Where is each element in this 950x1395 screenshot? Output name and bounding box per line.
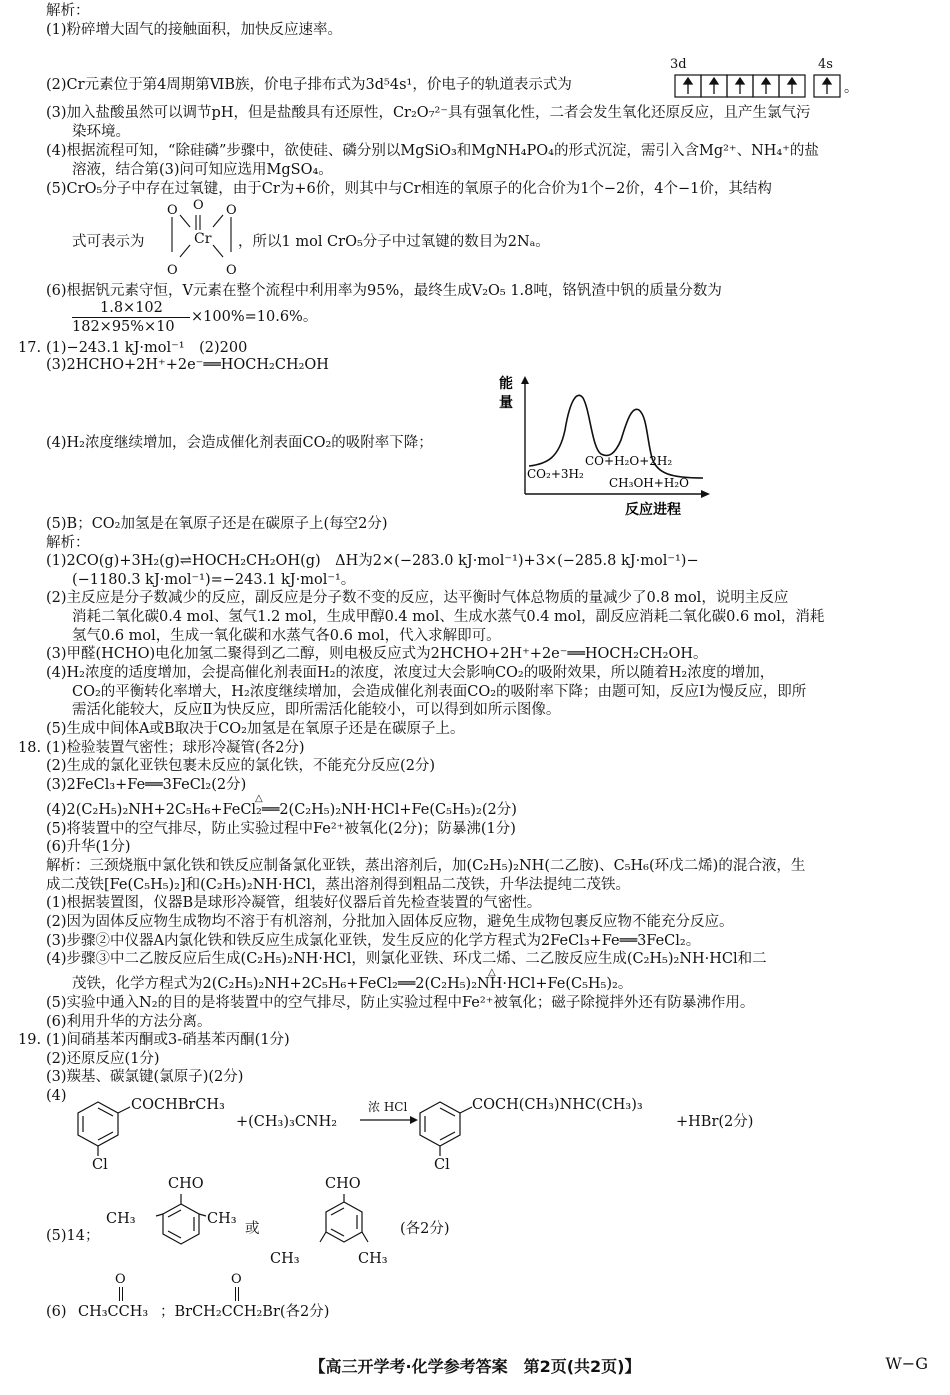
q16-p5b-post: ，所以1 mol CrO₅分子中过氧键的数目为2Nₐ。 <box>238 234 550 250</box>
q17-a4: (4)H₂浓度继续增加，会造成催化剂表面CO₂的吸附率下降； <box>46 435 433 451</box>
ketone2-formula: ；BrCH₂CCH₂Br(各2分) <box>160 1304 330 1320</box>
q18-e4b: 茂铁，化学方程式为2(C₂H₅)₂NH+2C₅H₆+FeCl₂══2(C₂H₅)₂NH·HCl+Fe(C₅H₅)₂。 <box>72 976 633 992</box>
amine-reagent: +(CH₃)₃CNH₂ <box>236 1114 338 1130</box>
q18-e5: (5)实验中通入N₂的目的是将装置中的空气排尽，防止实验过程中Fe²⁺被氧化；磁子除搅拌外还有防暴沸作用。 <box>46 995 755 1011</box>
reaction-arrow <box>358 1114 420 1126</box>
q18-a3: (3)2FeCl₃+Fe══3FeCl₂(2分) <box>46 777 247 793</box>
q16-p2: (2)Cr元素位于第4周期第ⅥB族，价电子排布式为3d⁵4s¹，价电子的轨道表示式为 <box>46 77 572 93</box>
frac-numerator: 1.8×102 <box>100 300 163 316</box>
q19-a2: (2)还原反应(1分) <box>46 1051 160 1067</box>
product-substituent: COCH(CH₃)NHC(CH₃)₃ <box>472 1097 643 1113</box>
q16-p1: (1)粉碎增大固气的接触面积，加快反应速率。 <box>46 22 343 38</box>
paper-code: W−G <box>885 1354 928 1373</box>
q18-a1: (1)检验装置气密性；球形冷凝管(各2分) <box>46 740 305 756</box>
q18-e4a: (4)步骤③中二乙胺反应后生成(C₂H₅)₂NH·HCl，则氯化亚铁、环戊二烯、二乙胺反应生成(C₂H₅)₂NH·HCl和二 <box>46 951 767 967</box>
q18-analysis-a: 解析：三颈烧瓶中氯化铁和铁反应制备氯化亚铁，蒸出溶剂后，加(C₂H₅)₂NH(二乙胺)、C₅H₆(环戊二烯)的混合液，生 <box>46 858 806 874</box>
q18-analysis-b: 成二茂铁[Fe(C₅H₅)₂]和(C₂H₅)₂NH·HCl，蒸出溶剂得到粗品二茂铁，升华法提纯二茂铁。 <box>46 877 630 893</box>
q19-a4: (4) <box>46 1088 67 1104</box>
ketone1-oxygen: O <box>115 1272 126 1287</box>
q18-a6: (6)升华(1分) <box>46 839 131 855</box>
q17-number: 17. <box>18 340 42 356</box>
reactant-substituent: COCHBrCH₃ <box>131 1097 225 1113</box>
ketone1-formula: CH₃CCH₃ <box>78 1304 149 1320</box>
isomer2-ch3-left: CH₃ <box>270 1251 300 1267</box>
svg-text:。: 。 <box>844 80 858 96</box>
isomer2-cho: CHO <box>325 1176 361 1192</box>
q17-a5: (5)B；CO₂加氢是在氧原子还是在碳原子上(每空2分) <box>46 516 388 532</box>
q16-p3a: (3)加入盐酸虽然可以调节pH，但是盐酸具有还原性，Cr₂O₇²⁻具有强氧化性，二者会发生氧化还原反应，且产生氯气污 <box>46 105 811 121</box>
q19-number: 19. <box>18 1032 42 1048</box>
q16-p5a: (5)CrO₅分子中存在过氧键，由于Cr为+6价，则其中与Cr相连的氧原子的化合价为1个−2价，4个−1价，其结构 <box>46 181 772 197</box>
isomer2-ring <box>300 1192 390 1252</box>
ketone2-oxygen: O <box>231 1272 242 1287</box>
chart-state-3: CH₃OH+H₂O <box>609 476 689 490</box>
energy-profile-chart <box>497 370 717 518</box>
product-chlorine: Cl <box>434 1157 450 1173</box>
q17-e4a: (4)H₂浓度的适度增加，会提高催化剂表面H₂的浓度，浓度过大会影响CO₂的吸附效果，所以随着H₂浓度的增加， <box>46 665 775 681</box>
product-tail: +HBr(2分) <box>676 1114 754 1130</box>
isomer1-ring <box>140 1192 215 1252</box>
arrow-label: 浓 HCl <box>368 1100 408 1114</box>
q18-a2: (2)生成的氯化亚铁包裹未反应的氯化铁，不能充分反应(2分) <box>46 758 436 774</box>
isomer1-ch3-left: CH₃ <box>106 1211 136 1227</box>
chart-state-2: CO+H₂O+2H₂ <box>585 454 673 468</box>
q17-e5: (5)生成中间体A或B取决于CO₂加氢是在氧原子还是在碳原子上。 <box>46 721 465 737</box>
page-footer: 【高三开学考·化学参考答案 第2页(共2页)】 <box>309 1357 641 1376</box>
q17-e1a: (1)2CO(g)+3H₂(g)⇌HOCH₂CH₂OH(g) ΔH为2×(−283.0 kJ·mol⁻¹)+3×(−285.8 kJ·mol⁻¹)− <box>46 553 699 569</box>
isomer2-ch3-right: CH₃ <box>358 1251 388 1267</box>
chart-y-label-2: 量 <box>499 395 513 411</box>
q17-a3: (3)2HCHO+2H⁺+2e⁻══HOCH₂CH₂OH <box>46 357 329 373</box>
q19-a3: (3)羰基、碳氯键(氯原子)(2分) <box>46 1069 244 1085</box>
q16-p3b: 染环境。 <box>72 124 130 140</box>
q17-e3: (3)甲醛(HCHO)电化加氢二聚得到乙二醇，则电极反应式为2HCHO+2H⁺+2e⁻══HOCH₂CH₂OH。 <box>46 646 708 662</box>
q18-e1: (1)根据装置图，仪器B是球形冷凝管，组装好仪器后首先检查装置的气密性。 <box>46 895 542 911</box>
q18-a4: (4)2(C₂H₅)₂NH+2C₅H₆+FeCl₂══2(C₂H₅)₂NH·HCl+Fe(C₅H₅)₂(2分) <box>46 802 517 818</box>
ketone2-double-bond <box>235 1287 236 1301</box>
reactant-chlorine: Cl <box>92 1157 108 1173</box>
q18-number: 18. <box>18 740 42 756</box>
q17-e1b: (−1180.3 kJ·mol⁻¹)=−243.1 kJ·mol⁻¹。 <box>72 572 356 588</box>
ketone1-double-bond <box>119 1287 120 1301</box>
q17-e2b: 消耗二氧化碳0.4 mol、氢气1.2 mol，生成甲醇0.4 mol、生成水蒸气0.4 mol，副反应消耗二氧化碳0.6 mol，消耗 <box>72 609 825 625</box>
q16-p5b-pre: 式可表示为 <box>72 234 145 250</box>
isomer1-cho: CHO <box>168 1176 204 1192</box>
orbital-3d-label: 3d <box>670 57 687 72</box>
q18-e3: (3)步骤②中仪器A内氯化铁和铁反应生成氯化亚铁，发生反应的化学方程式为2FeCl₃+Fe══3FeCl₂。 <box>46 933 701 949</box>
q17-e2c: 氢气0.6 mol，生成一氧化碳和水蒸气各0.6 mol，代入求解即可。 <box>72 628 501 644</box>
q17-e4b: CO₂的平衡转化率增大，H₂浓度继续增加，会造成催化剂表面CO₂的吸附率下降；由题可知，反应Ⅰ为慢反应，即所 <box>72 684 807 700</box>
q18-e6: (6)利用升华的方法分离。 <box>46 1014 212 1030</box>
q16-p4b: 溶液，结合第(3)问可知应选用MgSO₄。 <box>72 162 333 178</box>
q18-e2: (2)因为固体反应物生成物均不溶于有机溶剂，分批加入固体反应物，避免生成物包裹反应物不能充分反应。 <box>46 914 734 930</box>
isomer1-ch3-right: CH₃ <box>207 1211 237 1227</box>
q16-p6a: (6)根据钒元素守恒，V元素在整个流程中利用率为95%，最终生成V₂O₅ 1.8吨，铬钒渣中钒的质量分数为 <box>46 283 722 299</box>
q19-a6-pre: (6) <box>46 1304 67 1320</box>
q19-a5-pre: (5)14； <box>46 1228 100 1244</box>
orbital-diagram <box>674 74 858 100</box>
q17-a1: (1)−243.1 kJ·mol⁻¹ (2)200 <box>46 340 248 356</box>
q19-a1: (1)间硝基苯丙酮或3-硝基苯丙酮(1分) <box>46 1032 290 1048</box>
chart-state-1: CO₂+3H₂ <box>527 467 584 481</box>
q18-a5: (5)将装置中的空气排尽，防止实验过程中Fe²⁺被氧化(2分)；防暴沸(1分) <box>46 821 516 837</box>
answer-page: 解析： (1)粉碎增大固气的接触面积，加快反应速率。 3d 4s (2)Cr元素位于第4周期第ⅥB族，价电子排布式为3d⁵4s¹，价电子的轨道表示式为 。 (3)加入盐酸虽然可以调节pH，但是盐酸具有还原性，Cr₂O₇²⁻具有强氧化性，二者会发生氧化还原反应，且产生氯气污 染环境。 (4)根据流程可知，“除硅磷”步骤中，欲使硅、磷分别以MgSiO₃和MgNH₄PO₄的形式沉淀，需引入含Mg²⁺、NH₄⁺的盐 溶液，结合第(3)问可知应选用MgSO₄。 (5)CrO₅分子中存在过氧键，由于Cr为+6价，则其中与Cr相连的氧原子的化合价为1个−2价，4个−1价，其结构 O O O Cr O O 式可表示为 ，所以1 mol CrO₅分子中过氧键的数目为2Nₐ。 (6)根据钒元素守恒，V元素在整个流程中利用率为95%，最终生成V₂O₅ 1.8吨，铬钒渣中钒的质量分数为 1.8×102 182×95%×10 ×100%=10.6%。 17. (1)−243.1 kJ·mol⁻¹ (2)200 (3)2HCHO+2H⁺+2e⁻══HOCH₂CH₂OH (4)H₂浓度继续增加，会造成催化剂表面CO₂的吸附率下降； 能 量 CO₂+3H₂ CO+H₂O+2H₂ CH₃OH+H₂O 反应进程 (5)B；CO₂加氢是在氧原子还是在碳原子上(每空2分) 解析： (1)2CO(g)+3H₂(g)⇌HOCH₂CH₂OH(g) ΔH为2×(−283.0 kJ·mol⁻¹)+3×(−285.8 kJ·mol⁻¹)− (−1180.3 kJ·mol⁻¹)=−243.1 kJ·mol⁻¹。 (2)主反应是分子数减少的反应，副反应是分子数不变的反应，达平衡时气体总物质的量减少了0.8 mol，说明主反应 消耗二氧化碳0.4 mol、氢气1.2 mol，生成甲醇0.4 mol、生成水蒸气0.4 mol，副反应消耗二氧化碳0.6 mol，消耗 氢气0.6 mol，生成一氧化碳和水蒸气各0.6 mol，代入求解即可。 (3)甲醛(HCHO)电化加氢二聚得到乙二醇，则电极反应式为2HCHO+2H⁺+2e⁻══HOCH₂CH₂OH。 (4)H₂浓度的适度增加，会提高催化剂表面H₂的浓度，浓度过大会影响CO₂的吸附效果，所以随着H₂浓度的增加， CO₂的平衡转化率增大，H₂浓度继续增加，会造成催化剂表面CO₂的吸附率下降；由题可知，反应Ⅰ为慢反应，即所 需活化能较大，反应Ⅱ为快反应，即所需活化能较小，可以得到如所示图像。 (5)生成中间体A或B取决于CO₂加氢是在氧原子还是在碳原子上。 18. (1)检验装置气密性；球形冷凝管(各2分) (2)生成的氯化亚铁包裹未反应的氯化铁，不能充分反应(2分) (3)2FeCl₃+Fe══3FeCl₂(2分) △ (4)2(C₂H₅)₂NH+2C₅H₆+FeCl₂══2(C₂H₅)₂NH·HCl+Fe(C₅H₅)₂(2分) (5)将装置中的空气排尽，防止实验过程中Fe²⁺被氧化(2分)；防暴沸(1分) (6)升华(1分) 解析：三颈烧瓶中氯化铁和铁反应制备氯化亚铁，蒸出溶剂后，加(C₂H₅)₂NH(二乙胺)、C₅H₆(环戊二烯)的混合液，生 成二茂铁[Fe(C₅H₅)₂]和(C₂H₅)₂NH·HCl，蒸出溶剂得到粗品二茂铁，升华法提纯二茂铁。 (1)根据装置图，仪器B是球形冷凝管，组装好仪器后首先检查装置的气密性。 (2)因为固体反应物生成物均不溶于有机溶剂，分批加入固体反应物，避免生成物包裹反应物不能充分反应。 (3)步骤②中仪器A内氯化铁和铁反应生成氯化亚铁，发生反应的化学方程式为2FeCl₃+Fe══3FeCl₂。 (4)步骤③中二乙胺反应后生成(C₂H₅)₂NH·HCl，则氯化亚铁、环戊二烯、二乙胺反应生成(C₂H₅)₂NH·HCl和二 △ 茂铁，化学方程式为2(C₂H₅)₂NH+2C₅H₆+FeCl₂══2(C₂H₅)₂NH·HCl+Fe(C₅H₅)₂。 (5)实验中通入N₂的目的是将装置中的空气排尽，防止实验过程中Fe²⁺被氧化；磁子除搅拌外还有防暴沸作用。 (6)利用升华的方法分离。 19. (1)间硝基苯丙酮或3-硝基苯丙酮(1分) (2)还原反应(1分) (3)羰基、碳氯键(氯原子)(2分) (4) COCHBrCH₃ Cl +(CH₃)₃CNH₂ 浓 HCl COCH(CH₃)NHC(CH₃)₃ Cl +HBr(2分) (5)14； CHO CH₃ CH₃ 或 CHO CH₃ CH₃ (各2分) O O (6) CH₃CCH₃ ；BrCH₂CCH₂Br(各2分) 【高三开学考·化学参考答案 第2页(共2页)】 W−G <box>0 0 950 1395</box>
analysis-label: 解析： <box>46 3 90 19</box>
chart-x-label: 反应进程 <box>625 502 681 518</box>
frac-result: ×100%=10.6%。 <box>191 309 318 325</box>
or-text: 或 <box>245 1221 260 1237</box>
q19-a5-post: (各2分) <box>400 1221 450 1237</box>
q16-p4a: (4)根据流程可知，“除硅磷”步骤中，欲使硅、磷分别以MgSiO₃和MgNH₄PO₄的形式沉淀，需引入含Mg²⁺、NH₄⁺的盐 <box>46 143 819 159</box>
q17-e2a: (2)主反应是分子数减少的反应，副反应是分子数不变的反应，达平衡时气体总物质的量减少了0.8 mol，说明主反应 <box>46 590 789 606</box>
frac-denominator: 182×95%×10 <box>72 319 175 335</box>
orbital-4s-label: 4s <box>818 57 833 72</box>
q17-analysis-label: 解析： <box>46 535 90 551</box>
q17-e4c: 需活化能较大，反应Ⅱ为快反应，即所需活化能较小，可以得到如所示图像。 <box>72 702 561 718</box>
chart-y-label-1: 能 <box>499 376 513 392</box>
